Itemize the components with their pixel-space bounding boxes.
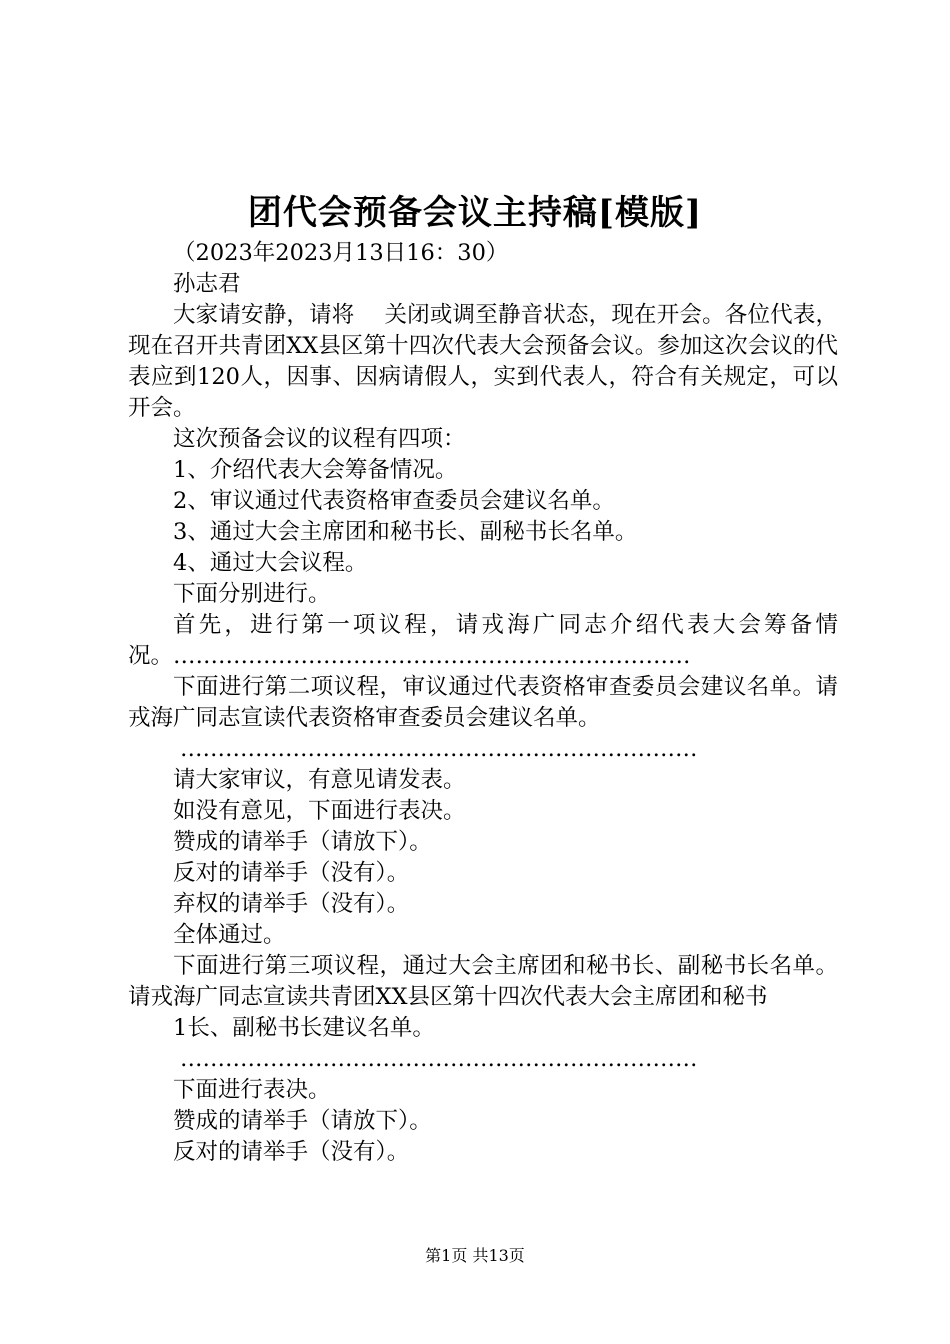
review-paragraph: 请大家审议，有意见请发表。 — [173, 767, 466, 793]
approve-paragraph: 赞成的请举手（请放下）。 — [173, 829, 432, 855]
approve-paragraph-2: 赞成的请举手（请放下）。 — [173, 1108, 432, 1134]
second-item-paragraph: 下面进行第二项议程，审议通过代表资格审查委员会建议名单。请戎海广同志宣读代表资格审查委员会建议名单。 — [128, 674, 838, 731]
proceed-paragraph: 下面分别进行。 — [173, 581, 331, 607]
vote-paragraph: 如没有意见，下面进行表决。 — [173, 798, 466, 824]
passed-paragraph: 全体通过。 — [173, 922, 286, 948]
oppose-paragraph-2: 反对的请举手（没有）。 — [173, 1139, 410, 1165]
agenda-item-2: 2、审议通过代表资格审查委员会建议名单。 — [173, 488, 615, 514]
ellipsis-line: …………………………………………………………… — [180, 736, 698, 762]
oppose-paragraph: 反对的请举手（没有）。 — [173, 860, 410, 886]
third-item-paragraph: 下面进行第三项议程，通过大会主席团和秘书长、副秘书长名单。请戎海广同志宣读共青团XX县区第十四次代表大会主席团和秘书 — [128, 953, 838, 1010]
agenda-item-4: 4、通过大会议程。 — [173, 550, 368, 576]
vote-paragraph-2: 下面进行表决。 — [173, 1077, 331, 1103]
page-number: 第1页 共13页 — [425, 1246, 525, 1265]
ellipsis-line: …………………………………………………………… — [173, 643, 691, 669]
opening-paragraph: 大家请安静，请将 关闭或调至静音状态，现在开会。各位代表，现在召开共青团XX县区第十四次代表大会预备会议。参加这次会议的代表应到120人，因事、因病请假人，实到代表人，符合有关规定，可以开会。 — [128, 302, 838, 421]
first-item-text: 首先，进行第一项议程，请戎海广同志介绍代表大会筹备情况。 — [128, 612, 838, 669]
third-item-continued: 1长、副秘书长建议名单。 — [173, 1015, 435, 1041]
document-body — [128, 238, 838, 1168]
document-title: 团代会预备会议主持稿[模版] — [247, 193, 703, 233]
ellipsis-line: …………………………………………………………… — [180, 1046, 698, 1072]
meeting-time: （2023年2023月13日16：30） — [173, 240, 509, 266]
host-name: 孙志君 — [173, 271, 241, 297]
abstain-paragraph: 弃权的请举手（没有）。 — [173, 891, 410, 917]
agenda-intro: 这次预备会议的议程有四项： — [173, 426, 466, 452]
agenda-item-3: 3、通过大会主席团和秘书长、副秘书长名单。 — [173, 519, 638, 545]
first-item-paragraph — [128, 610, 838, 672]
agenda-item-1: 1、介绍代表大会筹备情况。 — [173, 457, 458, 483]
